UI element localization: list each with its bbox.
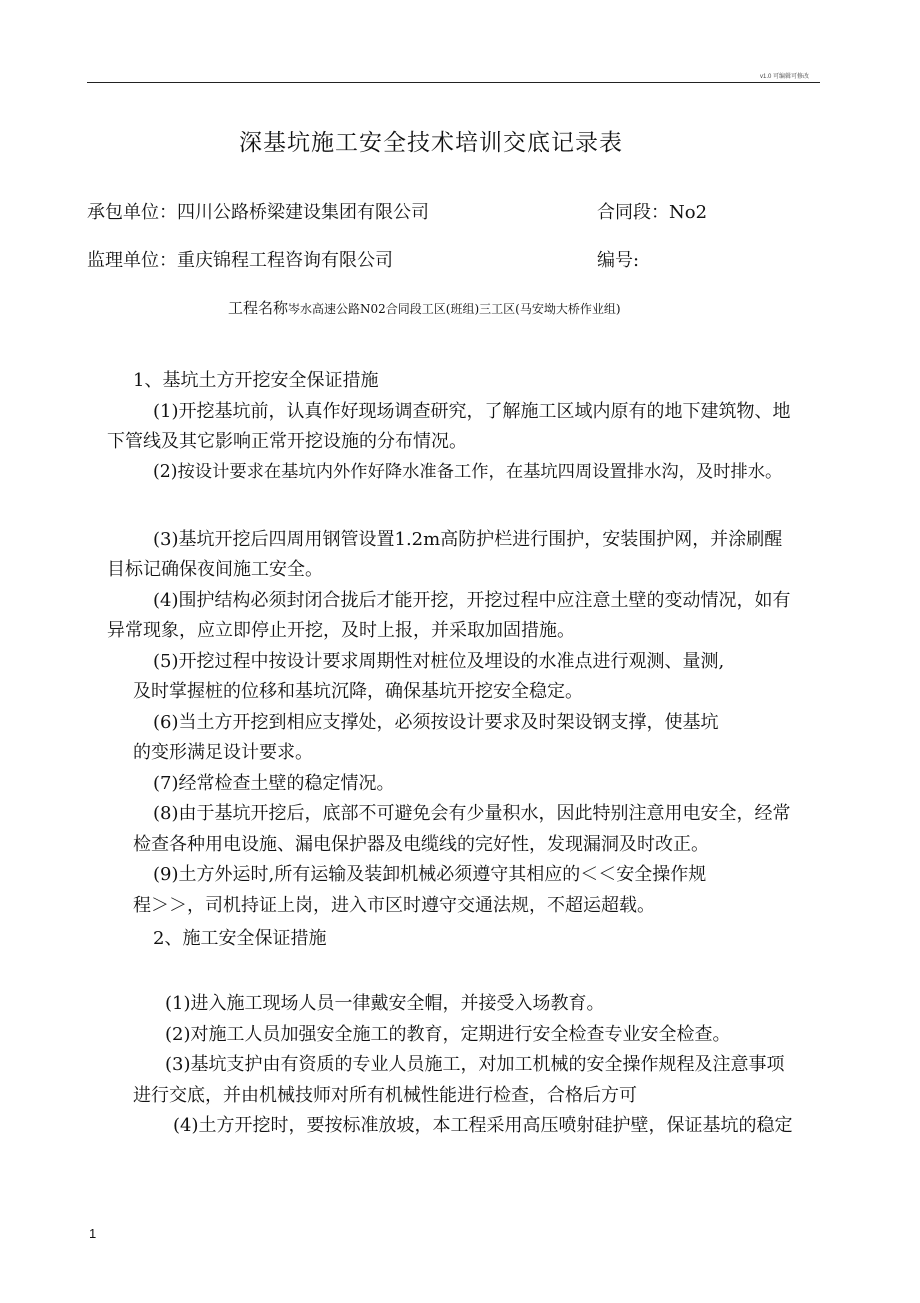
body-line: 下管线及其它影响正常开挖设施的分布情况。 [107,431,467,452]
contractor-label: 承包单位： [87,202,177,223]
body-line: (2)按设计要求在基坑内外作好降水准备工作，在基坑四周设置排水沟，及时排水。 [153,462,783,482]
body-line: (4)围护结构必须封闭合拢后才能开挖，开挖过程中应注意土壁的变动情况，如有 [153,590,791,611]
document-title: 深基坑施工安全技术培训交底记录表 [239,130,623,156]
body-line: (3)基坑支护由有资质的专业人员施工，对加工机械的安全操作规程及注意事项 [165,1054,785,1075]
number-label: 编号: [597,250,640,271]
body-line: (1)进入施工现场人员一律戴安全帽，并接受入场教育。 [165,993,605,1014]
supervisor-value: 重庆锦程工程咨询有限公司 [177,250,393,271]
project-name-row [228,297,621,318]
body-line: 目标记确保夜间施工安全。 [107,559,323,580]
version-note: v1.0 可编辑可修改 [760,74,810,80]
body-line: 及时掌握桩的位移和基坑沉降，确保基坑开挖安全稳定。 [133,681,583,702]
body-line: 检查各种用电设施、漏电保护器及电缆线的完好性，发现漏洞及时改正。 [133,834,709,855]
body-line: (5)开挖过程中按设计要求周期性对桩位及埋设的水准点进行观测、量测, [153,651,725,672]
body-line: (2)对施工人员加强安全施工的教育，定期进行安全检查专业安全检查。 [165,1024,731,1045]
body-line: (7)经常检查土壁的稳定情况。 [153,773,395,794]
body-line: (4)土方开挖时，要按标准放坡，本工程采用高压喷射硅护壁，保证基坑的稳定 [173,1115,793,1136]
number-row [597,246,639,272]
body-line: (1)开挖基坑前，认真作好现场调查研究，了解施工区域内原有的地下建筑物、地 [153,401,791,422]
supervisor-row [87,246,393,272]
header-rule [87,82,820,83]
body-line: (6)当土方开挖到相应支撑处，必须按设计要求及时架设钢支撑，使基坑 [153,712,719,733]
supervisor-label: 监理单位： [87,250,177,271]
body-line: (8)由于基坑开挖后，底部不可避免会有少量积水，因此特别注意用电安全，经常 [153,803,791,824]
body-line: (3)基坑开挖后四周用钢管设置1.2m高防护栏进行围护，安装围护网，并涂刷醒 [153,529,783,550]
section-1-heading: 1、基坑土方开挖安全保证措施 [133,370,379,391]
contract-section-label: 合同段： [597,202,669,223]
contractor-value: 四川公路桥梁建设集团有限公司 [177,202,429,223]
project-value: 岑水高速公路N02合同段工区(班组)三工区(马安坳大桥作业组) [288,302,621,316]
body-line: 程＞＞，司机持证上岗，进入市区时遵守交通法规，不超运超载。 [133,895,655,916]
section-2-heading: 2、施工安全保证措施 [153,928,327,949]
body-line: 的变形满足设计要求。 [133,742,313,763]
project-label: 工程名称 [228,299,289,317]
body-line: (9)土方外运时,所有运输及装卸机械必须遵守其相应的＜＜安全操作规 [153,864,707,885]
contractor-row [87,198,429,224]
contract-section-row [597,198,707,224]
body-line: 异常现象，应立即停止开挖，及时上报，并采取加固措施。 [107,620,575,641]
body-line: 进行交底，并由机械技师对所有机械性能进行检查，合格后方可 [133,1085,637,1106]
page-number: 1 [89,1226,97,1241]
contract-section-value: No2 [669,202,708,223]
